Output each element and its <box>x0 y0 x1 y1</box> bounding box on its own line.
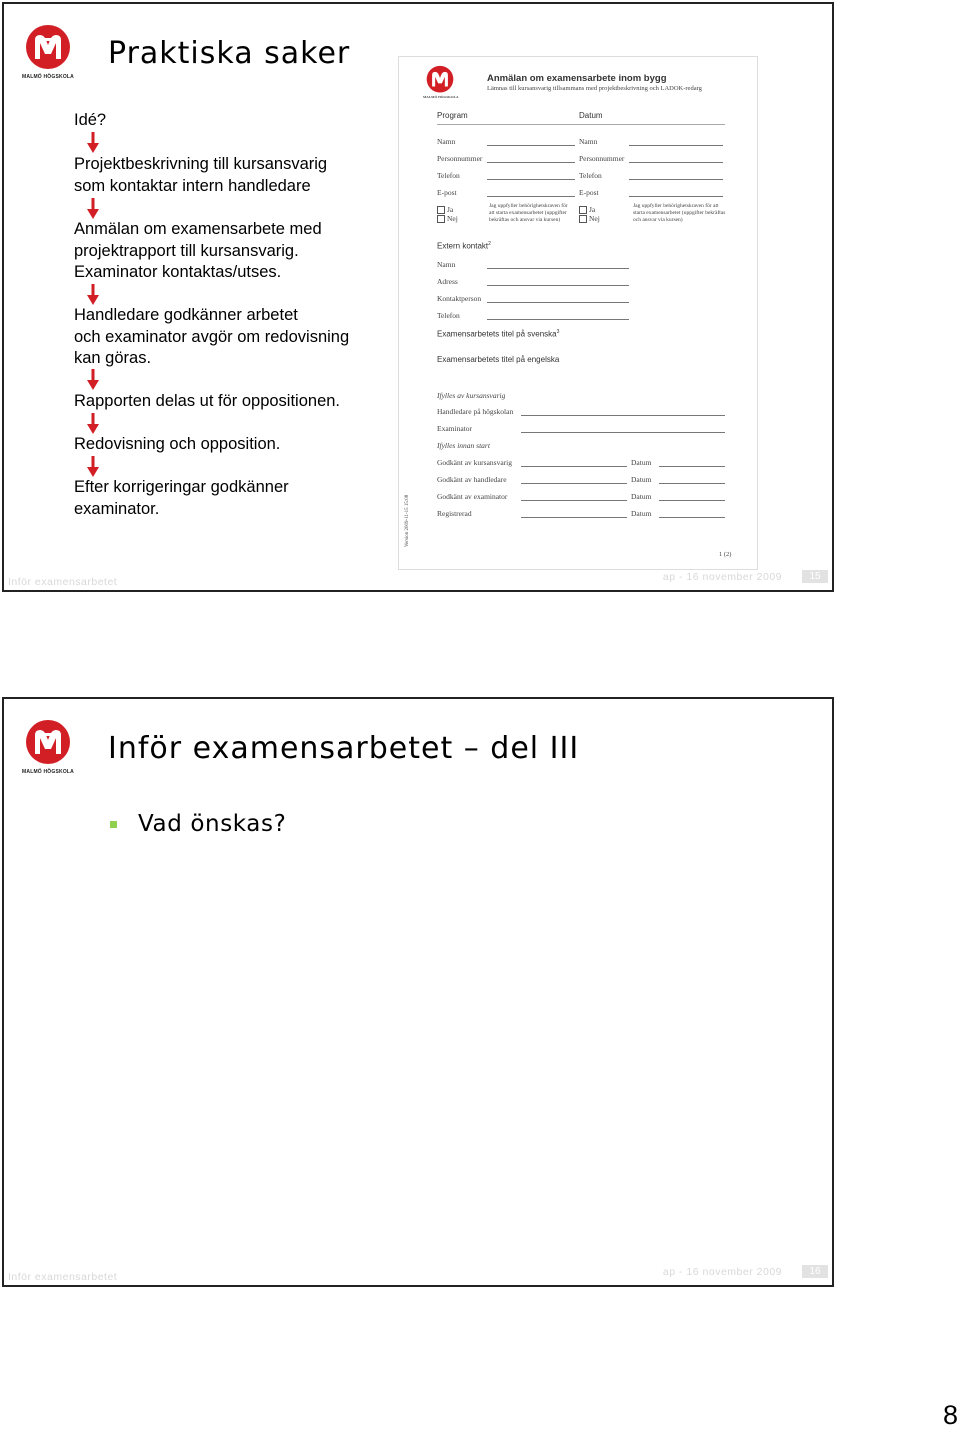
datum-label: Datum <box>631 492 652 501</box>
check-text: Jag uppfyller behörighetskraven för att starta examensarbetet (uppgifter bekräftas och ansvar via kursen) <box>489 203 568 223</box>
checkbox-label: Ja <box>447 205 454 214</box>
arrow-down-icon <box>87 198 99 219</box>
title-sv-text: Examensarbetets titel på svenska <box>437 329 557 339</box>
footer-course: Inför examensarbetet <box>8 1271 118 1283</box>
footer-date: ap - 16 november 2009 <box>662 1266 782 1278</box>
checkbox-icon <box>579 206 587 214</box>
slide-title: Praktiska saker <box>108 36 351 71</box>
form-field-label: E-post <box>437 188 457 197</box>
form-field-label: Personnummer <box>579 154 625 163</box>
bullet-item: Vad önskas? <box>138 811 287 837</box>
malmo-hogskola-logo <box>20 719 76 781</box>
slide-16 <box>2 697 834 1287</box>
flow-step-4: Handledare godkänner arbetet och examinator avgör om redovisning kan göras. <box>74 306 350 367</box>
arrow-down-icon <box>87 284 99 305</box>
form-logo <box>423 63 457 99</box>
footer-course: Inför examensarbetet <box>8 576 118 588</box>
form-field-label: Personnummer <box>437 154 483 163</box>
flow-step-7: Efter korrigeringar godkänner examinator. <box>74 478 289 518</box>
flow-step-3: Anmälan om examensarbete med projektrapport till kursansvarig. Examinator kontaktas/utses. <box>74 220 322 281</box>
approval-label: Godkänt av kursansvarig <box>437 458 512 467</box>
datum-label: Datum <box>631 509 652 518</box>
form-kurs-head: Ifylles av kursansvarig <box>437 391 506 400</box>
form-field-label: Namn <box>579 137 598 146</box>
form-title: Anmälan om examensarbete inom bygg <box>487 73 667 84</box>
form-field-label: Telefon <box>437 311 460 320</box>
flow-step-5: Rapporten delas ut för oppositionen. <box>74 392 341 410</box>
title-sv-footnote: 3 <box>556 329 560 335</box>
logo-text: MALMÖ HÖGSKOLA <box>22 74 74 80</box>
bullet-icon <box>110 821 117 828</box>
form-start-head: Ifylles innan start <box>437 441 490 450</box>
form-datum-head: Datum <box>579 111 603 120</box>
form-subtitle: Lämnas till kursansvarig tillsammans med projektbeskrivning och LADOK-redarg <box>487 85 702 92</box>
form-logo-text: MALMÖ HÖGSKOLA <box>423 95 459 99</box>
arrow-down-icon <box>87 413 99 434</box>
check-text: Jag uppfyller behörighetskraven för att starta examensarbetet (uppgifter bekräftas och ansvar via kursen) <box>633 203 726 223</box>
form-field-label: E-post <box>579 188 599 197</box>
page-number: 8 <box>942 1400 958 1430</box>
checkbox-label: Ja <box>589 205 596 214</box>
footer-date: ap - 16 november 2009 <box>662 571 782 583</box>
extern-footnote: 2 <box>488 241 491 247</box>
checkbox-icon <box>437 206 445 214</box>
form-version: Version 2009-11-15 15:08 <box>405 494 410 547</box>
slide-title: Inför examensarbetet – del III <box>108 731 580 766</box>
form-page-number: 1 (2) <box>719 551 732 558</box>
form-field-label: Namn <box>437 137 456 146</box>
arrow-down-icon <box>87 456 99 477</box>
datum-label: Datum <box>631 475 652 484</box>
form-field-label: Examinator <box>437 424 472 433</box>
checkbox-icon <box>579 215 587 223</box>
form-field-label: Telefon <box>579 171 602 180</box>
slide-15 <box>2 2 834 592</box>
checkbox-label: Nej <box>589 214 600 223</box>
approval-label: Godkänt av examinator <box>437 492 508 501</box>
arrow-down-icon <box>87 369 99 390</box>
datum-label: Datum <box>631 458 652 467</box>
approval-label: Godkänt av handledare <box>437 475 507 484</box>
form-field-label: Adress <box>437 277 458 286</box>
arrow-down-icon <box>87 132 99 153</box>
malmo-hogskola-logo <box>20 24 76 86</box>
form-field-label: Handledare på högskolan <box>437 407 514 416</box>
registration-form-image <box>398 56 758 570</box>
form-extern-head <box>437 241 491 251</box>
form-program-head: Program <box>437 111 468 120</box>
flow-step-1: Idé? <box>74 111 107 129</box>
extern-head-text: Extern kontakt <box>437 241 489 251</box>
checkbox-label: Nej <box>447 214 458 223</box>
slide-number: 16 <box>802 1265 828 1278</box>
flow-step-2: Projektbeskrivning till kursansvarig som kontaktar intern handledare <box>74 155 328 195</box>
approval-label: Registrerad <box>437 509 472 518</box>
slide-number: 15 <box>802 570 828 583</box>
form-field-label: Kontaktperson <box>437 294 482 303</box>
logo-text: MALMÖ HÖGSKOLA <box>22 769 74 775</box>
flow-step-6: Redovisning och opposition. <box>74 435 281 453</box>
form-title-sv <box>437 329 559 339</box>
form-title-en: Examensarbetets titel på engelska <box>437 355 560 364</box>
form-field-label: Namn <box>437 260 456 269</box>
checkbox-icon <box>437 215 445 223</box>
form-field-label: Telefon <box>437 171 460 180</box>
